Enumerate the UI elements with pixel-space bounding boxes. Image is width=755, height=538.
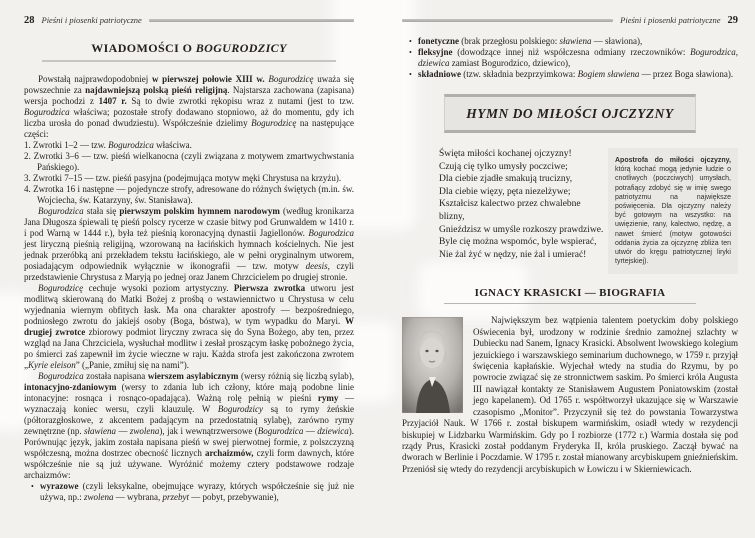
- bullet-text: fonetyczne (brak przegłosu polskiego: sławiena — sławiona),: [418, 36, 643, 46]
- paragraph: Bogurodzica została napisana wierszem asylabicznym (wersy różnią się liczbą sylab), intonacyjno-zdaniowym (wersy to zdania lub ich człony, które mają podobne linie intonacyjne: rosnąca i rosnąco-opadająca). Ważną rolę pełnią w pieśni rymy — wyznaczają koniec wersu, czyli klauzulę. W Bogurodzicy są to rymy żeńskie (półtorazgłoskowe, z akcentem padającym na przedostatnią sylabę), zarówno rymy zewnętrzne (np. sławiena — zwolena), jak i wewnątrzwersowe (Bogurodzica — dziewica). Porównując język, jakim została napisana pieśń w swej pierwotnej formie, z polszczyzną współczesną, można dostrzec obecność licznych archaizmów, czyli form dawnych, które współcześnie nie są już używane. Wyróżnić możemy cztery podstawowe rodzaje archaizmów:: [24, 371, 355, 480]
- heading-rule: [42, 60, 336, 62]
- left-page-body: [24, 74, 354, 503]
- list-item: [24, 481, 354, 503]
- running-title: Pieśni i piosenki patriotyczne: [41, 15, 142, 25]
- bullet-glyph: •: [409, 37, 412, 46]
- poem-line: Czują cię tylko umysły poczciwe;: [439, 161, 568, 172]
- page-number: 28: [24, 14, 35, 26]
- biography-section: [402, 315, 738, 475]
- hymn-title: HYMN DO MIŁOŚCI OJCZYZNY: [466, 106, 674, 121]
- running-title: Pieśni i piosenki patriotyczne: [620, 15, 721, 25]
- bullet-glyph: •: [409, 48, 412, 57]
- page-left: [24, 14, 354, 503]
- archaism-bullets: [402, 36, 738, 80]
- bullet-text: fleksyjne (dowodzące innej niż współczesna odmiany rzeczowników: Bogurodzica, dziewica zamiast Bogurodzico, dziewico),: [418, 47, 738, 68]
- list-item: [402, 69, 738, 80]
- list-item: [402, 47, 738, 69]
- bullet-glyph: •: [31, 482, 34, 491]
- page-number: 29: [727, 14, 738, 26]
- biography-text: Największym bez wątpienia talentem poetyckim doby polskiego Oświecenia był, urodzony w rodzinie średnio zamożnej szlachty w Dubiecku nad Sanem, Ignacy Krasicki. Absolwent lwowskiego kolegium jezuickiego i warszawskiego seminarium duchownego, w 1759 r. przyjął święcenia kapłańskie. Wyjechał wtedy na studia do Rzymu, by po powrocie związać się ze stronnictwem saskim. Po śmierci króla Augusta III nawiązał kontakty ze Stanisławem Augustem Poniatowskim (został jego kapelanem). Od 1765 r. współtworzył ukazujące się w Warszawie czasopismo „Monitor”. Przyczynił się też do powstania Towarzystwa Przyjaciół Nauk. W 1766 r. został biskupem warmińskim, osiadł wtedy w rezydencji biskupiej w Lidzbarku Warmińskim. Gdy po I rozbiorze (1772 r.) Warmia dostała się pod rządy Prus, Krasicki został poddanym Fryderyka II, króla pruskiego. Zaczął bywać na dworach w Berlinie i Poczdamie. W 1795 r. został mianowany arcybiskupem gnieźnieńskim. Przeniósł się wtedy do rezydencji arcybiskupich w Łowiczu i w Skierniewicach.: [402, 315, 738, 474]
- poem-line: Byle cię można wspomóc, byle wspierać,: [439, 237, 597, 248]
- section-heading-bogurodzica: WIADOMOŚCI O BOGURODZICY: [91, 41, 287, 55]
- header-rule: [149, 19, 354, 22]
- numbered-list: [24, 140, 354, 206]
- poem-line: Święta miłości kochanej ojczyzny!: [439, 149, 572, 159]
- poem-line: Dla ciebie więzy, pęta niezelżywe;: [439, 186, 571, 197]
- poem-line: Dla ciebie zjadłe smakują trucizny,: [439, 174, 573, 185]
- paragraph: Bogurodzicę cechuje wysoki poziom artystyczny. Pierwsza zwrotka utworu jest modlitwą skierowaną do Matki Bożej z prośbą o wstawiennictwo u Chrystusa w celu wyjednania wiernym obfitych łask. Ma ona charakter apostrofy — bezpośredniego, podniosłego zwrotu do jakiejś osoby (Boga, bóstwa), w tym wypadku do Maryi. W drugiej zwrotce zbiorowy podmiot liryczny zwraca się do Syna Bożego, aby ten, przez wzgląd na Jana Chrzciciela, wysłuchał modlitw i zesłał proszącym łaskę pobożnego życia, po śmierci zaś zapewnił im życie wieczne w raju. Każda strofa jest zakończona zwrotem „Kyrie eleison” („Panie, zmiłuj się na nami”).: [24, 283, 355, 370]
- poem: [402, 148, 608, 261]
- bullet-text: wyrazowe (czyli leksykalne, obejmujące wyrazy, których współcześnie się już nie używa, np.: zwolena — wybrana, przebyt — pobyt, przebywanie),: [40, 481, 354, 502]
- bullet-list: [24, 481, 354, 503]
- poem-line: Gnieździsz w umyśle rozkoszy prawdziwe.: [439, 224, 604, 235]
- header-rule: [402, 19, 613, 22]
- paragraph: Powstałą najprawdopodobniej w pierwszej połowie XIII w. Bogurodzicę uważa się powszechnie za najdawniejszą polską pieśń religijną. Najstarsza zachowana (zapisana) wersja pochodzi z 1407 r. Są to dwie zwrotki rękopisu wraz z nutami (jest to tzw. Bogurodzica właściwa; pozostałe strofy dodawano stopniowo, aż do momentu, gdy ich liczba urosła do ponad dwudziestu). Współcześnie dzielimy Bogurodzicę na następujące części:: [24, 74, 354, 139]
- hymn-title-box: [444, 94, 696, 133]
- bullet-list: [402, 36, 738, 80]
- margin-note-box: Apostrofa do miłości ojczyzny, którą kochać mogą jedynie ludzie o cnotliwych (poczciwych) umysłach, potrafiący zdobyć się w imię swego patriotyzmu na największe poświęcenia. Dla ojczyzny należy być gotowym na wszystko: na uwięzienie, rany, kalectwo, nędzę, a nawet śmierć (motyw gotowości oddania życia za ojczyznę zbliża ten utwór do kręgu patriotycznej liryki tyrtejskiej).: [608, 148, 738, 274]
- poem-line: Nie żal żyć w nędzy, nie żal i umierać!: [439, 249, 587, 260]
- section-heading-krasicki: IGNACY KRASICKI — BIOGRAFIA: [474, 287, 666, 300]
- list-item: 3. Zwrotki 7–15 — tzw. pieśń pasyjna (podejmująca motyw męki Chrystusa na krzyżu).: [24, 173, 342, 183]
- page-right: [402, 14, 738, 475]
- list-item: 2. Zwrotki 3–6 — tzw. pieśń wielkanocna (czyli związana z motywem zmartwychwstania Pańskiego).: [24, 151, 354, 172]
- right-page-header: [402, 14, 738, 26]
- krasicki-portrait-image: [402, 317, 463, 413]
- list-item: 1. Zwrotki 1–2 — tzw. Bogurodzica właściwa.: [24, 140, 192, 150]
- heading-rule: [444, 303, 696, 304]
- paragraph: Bogurodzica stała się pierwszym polskim hymnem narodowym (według kronikarza Jana Długosza śpiewali tę pieśń polscy rycerze w czasie bitwy pod Grunwaldem w 1410 r. i pod Warną w 1444 r.), była też pieśnią koronacyjną dynastii Jagiellonów. Bogurodzica jest liryczną pieśnią religijną, wzorowaną na łacińskich hymnach kościelnych. Nie jest jednak przeróbką ani przekładem tekstu łacińskiego, ale w pełni oryginalnym utworem, posiadającym odpowiednik wyłącznie w ikonografii — tzw. motyw deesis, czyli przedstawienie Chrystusa z Maryją po jednej oraz Janem Chrzcicielem po drugiej stronie.: [24, 206, 355, 282]
- left-page-header: [24, 14, 354, 26]
- bullet-glyph: •: [409, 70, 412, 79]
- bullet-text: składniowe (tzw. składnia bezprzyimkowa: Bogiem sławiena — przez Boga sławiona).: [418, 69, 734, 79]
- list-item: 4. Zwrotka 16 i następne — pojedyncze strofy, adresowane do różnych świętych (m.in. św. Wojciecha, św. Katarzyny, św. Stanisława).: [24, 184, 354, 205]
- list-item: [402, 36, 738, 47]
- poem-line: Kształcisz kalectwo przez chwalebne blizny,: [439, 199, 581, 222]
- poem-section: [402, 148, 738, 274]
